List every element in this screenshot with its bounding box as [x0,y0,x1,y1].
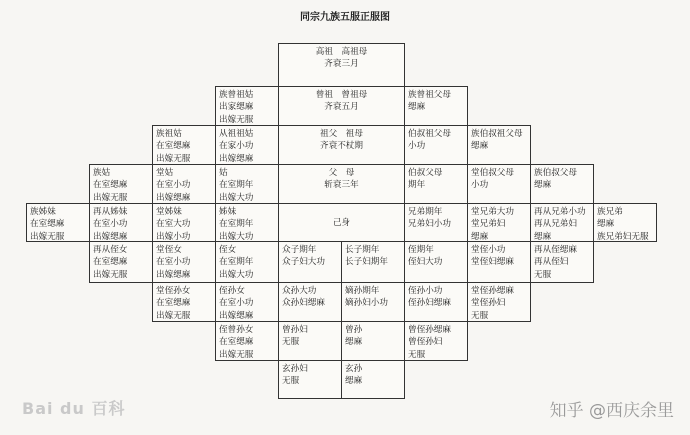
cell-line: 在室缌麻 [219,337,254,348]
cell-line: 无服 [282,376,300,387]
cell-line: 在室缌麻 [93,257,128,268]
cell-line: 出家缌麻 [219,102,254,113]
cell-line: 齐衰三月 [324,59,359,70]
kinship-cell [467,125,531,165]
kinship-cell [278,43,405,87]
cell-line: 出嫁无服 [93,269,128,280]
cell-line: 出嫁缌麻 [156,269,191,280]
cell-line: 祖父 祖母 [320,129,363,139]
cell-line: 出嫁无服 [30,231,65,242]
cell-line: 长子妇期年 [345,257,388,268]
kinship-cell [278,125,405,165]
kinship-cell [467,164,531,204]
kinship-cell [215,164,279,204]
cell-line: 在室小功 [219,298,254,309]
kinship-cell [215,321,279,361]
cell-line: 嫡孙期年 [345,286,380,296]
cell-line: 无服 [408,349,426,360]
cell-line: 族伯叔父母 [534,168,577,178]
kinship-cell [530,164,594,204]
cell-line: 众子期年 [282,245,317,255]
cell-line: 无服 [471,310,489,321]
cell-line: 缌麻 [471,141,489,152]
cell-line: 曾侄孙缌麻 [408,325,451,335]
cell-line: 出嫁无服 [219,114,254,125]
cell-line: 侄女 [219,245,237,255]
kinship-cell [152,125,216,165]
kinship-cell [278,86,405,126]
cell-line: 出嫁无服 [93,192,128,203]
cell-line: 众孙大功 [282,286,317,296]
kinship-cell [89,164,153,204]
kinship-cell [215,125,279,165]
cell-line: 堂兄弟妇 [471,219,506,230]
cell-line: 嫡孙妇小功 [345,298,388,309]
cell-line: 从祖祖姑 [219,129,254,139]
cell-line: 堂兄弟大功 [471,207,514,217]
kinship-cell [278,241,342,283]
cell-line: 出嫁大功 [219,192,254,203]
cell-line: 再从姊妹 [93,207,128,217]
kinship-cell [404,282,468,322]
cell-line: 父 母 [328,168,355,178]
cell-line: 斩衰三年 [324,180,359,191]
cell-line: 堂侄小功 [471,245,506,255]
cell-line: 在室缌麻 [156,141,191,152]
cell-line: 出嫁缌麻 [156,192,191,203]
cell-line: 出嫁缌麻 [219,310,254,321]
cell-line: 无服 [282,337,300,348]
cell-line: 在室小功 [156,180,191,191]
cell-line: 高祖 高祖母 [315,47,368,57]
cell-line: 齐衰不杖期 [320,141,363,152]
cell-line: 出嫁大功 [219,269,254,280]
cell-line: 曾孙 [345,325,363,335]
kinship-cell [404,241,468,283]
cell-line: 堂姑 [156,168,174,178]
kinship-cell [215,86,279,126]
kinship-cell [404,125,468,165]
kinship-cell [278,321,342,361]
cell-line: 姑 [219,168,228,178]
kinship-cell [467,241,531,283]
kinship-cell [341,241,405,283]
cell-line: 族曾祖姑 [219,90,254,100]
cell-line: 无服 [534,269,552,280]
kinship-cell [467,203,531,242]
cell-line: 在家小功 [219,141,254,152]
cell-line: 出嫁无服 [156,310,191,321]
kinship-cell [341,282,405,322]
cell-line: 玄孙 [345,364,363,374]
cell-line: 侄孙小功 [408,286,443,296]
kinship-cell [278,282,342,322]
cell-line: 众子妇大功 [282,257,325,268]
kinship-cell [215,203,279,242]
cell-line: 再从兄弟小功 [534,207,586,217]
chart-title: 同宗九族五服正服图 [300,12,390,23]
cell-line: 姊妹 [219,207,237,217]
kinship-cell [89,241,153,283]
kinship-cell [530,203,594,242]
cell-line: 伯叔祖父母 [408,129,451,139]
cell-line: 族兄弟 [597,207,623,217]
cell-line: 出嫁缌麻 [219,153,254,164]
cell-line: 出嫁无服 [156,153,191,164]
kinship-cell [152,164,216,204]
cell-line: 出嫁小功 [156,231,191,242]
kinship-cell [467,282,531,322]
cell-line: 侄妇大功 [408,257,443,268]
cell-line: 曾孙妇 [282,325,308,335]
cell-line: 出嫁大功 [219,231,254,242]
cell-line: 缌麻 [408,102,426,113]
kinship-cell [404,321,468,361]
cell-line: 齐衰五月 [324,102,359,113]
cell-line: 堂侄孙妇 [471,298,506,309]
cell-line: 出嫁无服 [219,349,254,360]
kinship-cell [404,86,468,126]
cell-line: 堂侄女 [156,245,182,255]
cell-line: 侄孙妇缌麻 [408,298,451,309]
cell-line: 再从侄女 [93,245,128,255]
cell-line: 缌麻 [345,337,363,348]
cell-line: 长子期年 [345,245,380,255]
zhihu-watermark: 知乎 @西庆余里 [549,401,674,421]
cell-line: 在室大功 [156,219,191,230]
cell-line: 在室缌麻 [93,180,128,191]
cell-line: 众孙妇缌麻 [282,298,325,309]
cell-line: 在室小功 [93,219,128,230]
cell-line: 在室缌麻 [156,298,191,309]
kinship-cell [341,360,405,399]
cell-line: 期年 [408,180,426,191]
cell-line: 小功 [408,141,426,152]
cell-line: 族曾祖父母 [408,90,451,100]
kinship-cell [26,203,90,242]
cell-line: 在室期年 [219,219,254,230]
cell-line: 族兄弟妇无服 [597,231,649,242]
kinship-cell [89,203,153,242]
cell-line: 曾祖 曾祖母 [315,90,368,100]
kinship-cell [530,241,594,283]
kinship-cell [215,282,279,322]
cell-line: 曾侄孙妇 [408,337,443,348]
cell-line: 侄期年 [408,245,434,255]
cell-line: 再从侄妇 [534,257,569,268]
cell-line: 缌麻 [345,376,363,387]
cell-line: 兄弟妇小功 [408,219,451,230]
kinship-cell [278,164,405,204]
cell-line: 族伯叔祖父母 [471,129,523,139]
cell-line: 伯叔父母 [408,168,443,178]
cell-line: 小功 [471,180,489,191]
cell-line: 堂伯叔父母 [471,168,514,178]
cell-line: 出嫁缌麻 [93,231,128,242]
cell-line: 玄孙妇 [282,364,308,374]
kinship-cell [215,241,279,283]
kinship-cell [404,164,468,204]
baidu-watermark: Bai du 百科 [22,399,126,418]
cell-line: 堂侄妇缌麻 [471,257,514,268]
cell-line: 在室期年 [219,257,254,268]
kinship-cell [593,203,657,242]
cell-line: 堂姊妹 [156,207,182,217]
kinship-cell [404,203,468,242]
kinship-cell [278,360,342,399]
cell-line: 堂侄孙女 [156,286,191,296]
cell-line: 再从侄缌麻 [534,245,577,255]
cell-line: 兄弟期年 [408,207,443,217]
kinship-cell [278,203,405,242]
cell-line: 缌麻 [534,180,552,191]
cell-line: 再从兄弟妇 [534,219,577,230]
cell-line: 缌麻 [471,231,489,242]
kinship-cell [152,203,216,242]
cell-line: 侄曾孙女 [219,325,254,335]
kinship-cell [152,282,216,322]
cell-line: 族姑 [93,168,111,178]
cell-line: 缌麻 [534,231,552,242]
cell-line: 在室期年 [219,180,254,191]
cell-line: 堂侄孙缌麻 [471,286,514,296]
kinship-cell [152,241,216,283]
cell-line: 己身 [332,218,351,229]
kinship-cell [341,321,405,361]
cell-line: 在室缌麻 [30,219,65,230]
cell-line: 族祖姑 [156,129,182,139]
cell-line: 族姊妹 [30,207,56,217]
cell-line: 缌麻 [597,219,615,230]
cell-line: 侄孙女 [219,286,245,296]
cell-line: 在室小功 [156,257,191,268]
